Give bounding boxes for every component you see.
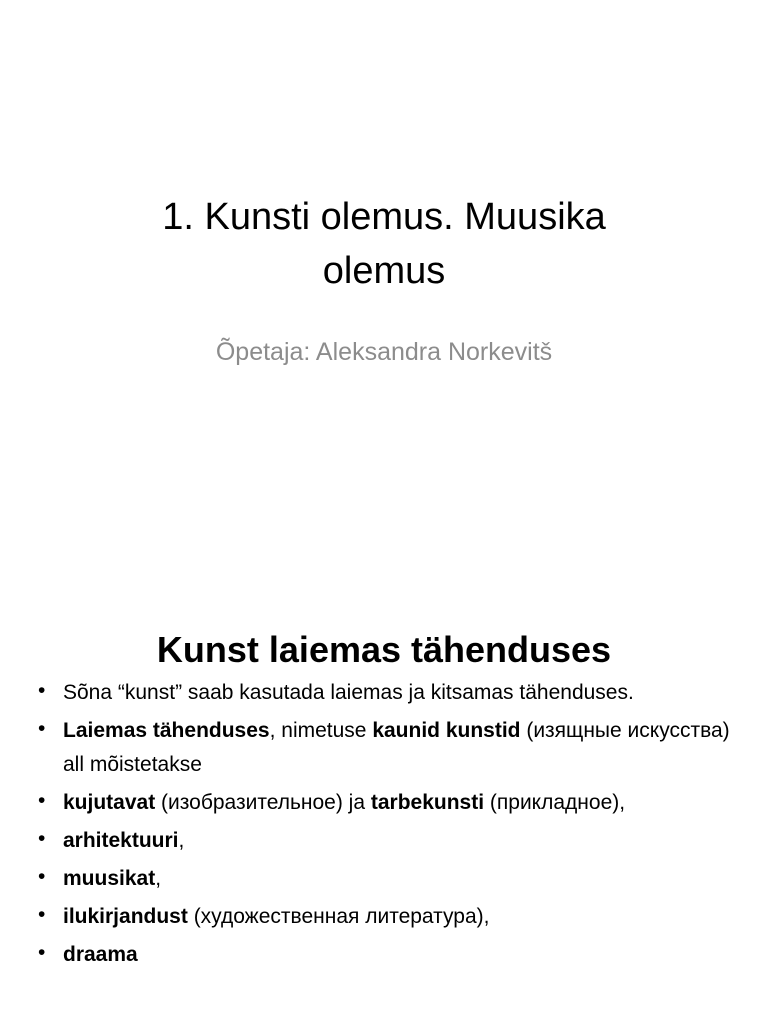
bullet-text: (изящные искусства) all mõistetakse (63, 719, 730, 776)
bullet-text: Sõna “kunst” saab kasutada laiemas ja kitsamas tähenduses. (63, 681, 634, 704)
bullet-text: , nimetuse (269, 719, 373, 742)
bullet-dot-icon: • (38, 789, 46, 812)
bullet-item (38, 714, 738, 782)
bullet-item (38, 900, 738, 934)
bullet-dot-icon: • (38, 827, 46, 850)
slide-title-line-2: olemus (322, 250, 446, 292)
bullet-dot-icon: • (38, 865, 46, 888)
bullet-dot-icon: • (38, 903, 46, 926)
bullet-dot-icon: • (38, 679, 46, 702)
bullet-term: ilukirjandust (63, 905, 188, 928)
bullet-text: , (155, 867, 162, 890)
bullet-text: (изобразительное) ja (155, 791, 371, 814)
bullet-list (38, 676, 738, 976)
bullet-term: tarbekunsti (370, 791, 485, 814)
bullet-item (38, 676, 738, 710)
bullet-term: Laiemas tähenduses (63, 719, 270, 742)
bullet-text: , (178, 829, 185, 852)
slide-title (40, 190, 728, 298)
bullet-text: (художественная литература), (187, 905, 490, 928)
bullet-item (38, 824, 738, 858)
bullet-item (38, 786, 738, 820)
content-slide (0, 576, 768, 1024)
bullet-dot-icon: • (38, 941, 46, 964)
bullet-term: draama (63, 943, 138, 966)
content-slide-title: Kunst laiemas tähenduses (156, 629, 612, 670)
slide-title-line-1: 1. Kunsti olemus. Muusika (162, 196, 606, 238)
slide-subtitle: Õpetaja: Aleksandra Norkevitš (215, 338, 553, 366)
bullet-item (38, 862, 738, 896)
bullet-text: (прикладное), (484, 791, 626, 814)
bullet-term: kaunid kunstid (372, 719, 521, 742)
bullet-dot-icon: • (38, 717, 46, 740)
bullet-term: kujutavat (63, 791, 156, 814)
bullet-term: arhitektuuri (63, 829, 179, 852)
bullet-term: muusikat (63, 867, 156, 890)
bullet-item (38, 938, 738, 972)
